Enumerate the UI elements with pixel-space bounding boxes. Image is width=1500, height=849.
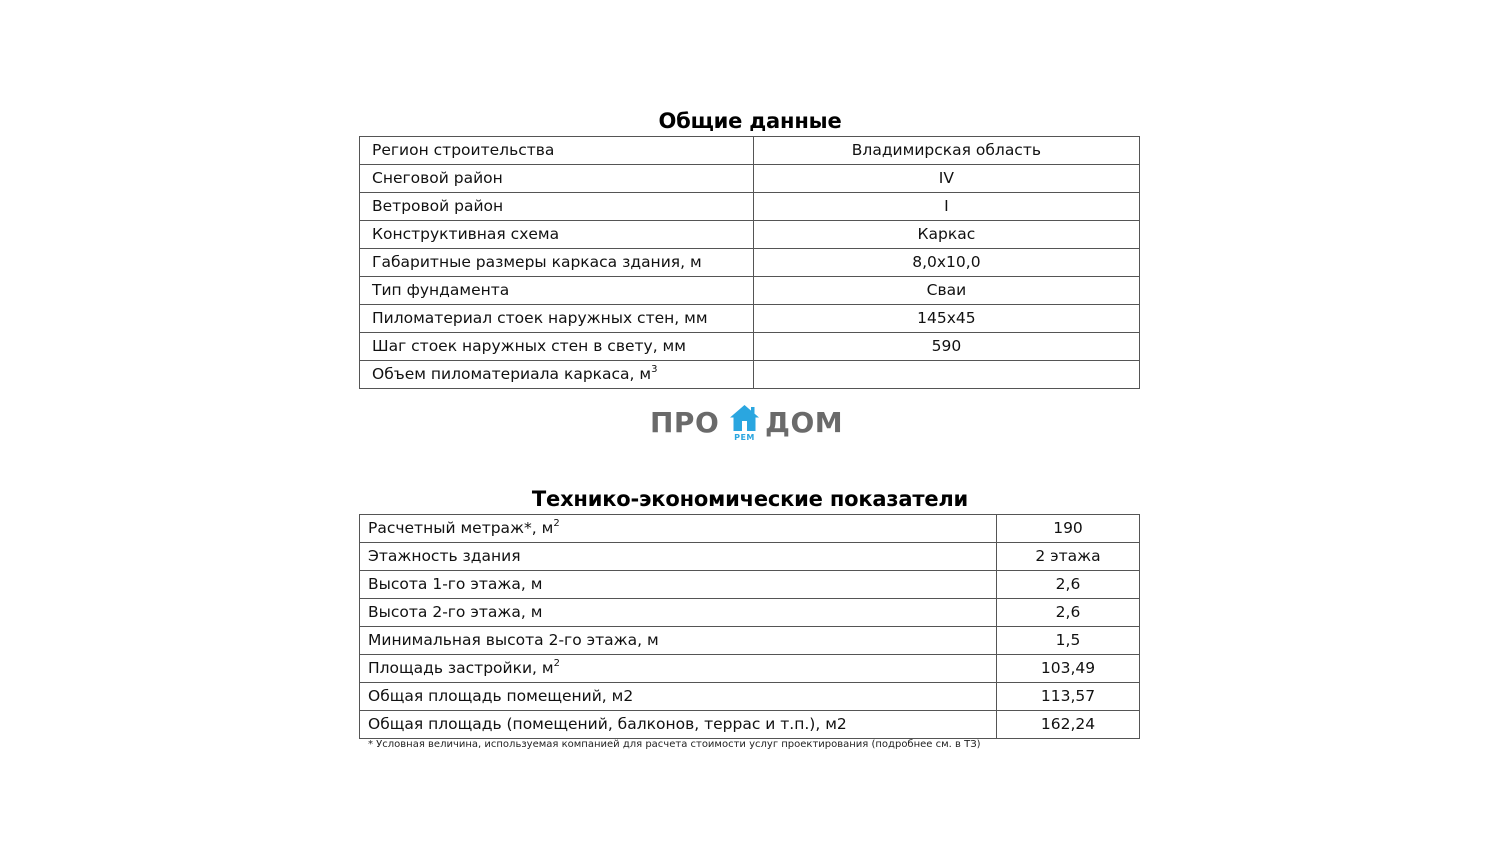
logo-word-dom: ДОМ bbox=[765, 406, 844, 439]
table-row bbox=[360, 655, 1140, 683]
row-value: 2,6 bbox=[997, 571, 1140, 599]
row-label: Габаритные размеры каркаса здания, м bbox=[360, 249, 754, 277]
row-label: Снеговой район bbox=[360, 165, 754, 193]
row-value: 145х45 bbox=[753, 305, 1139, 333]
row-value: 1,5 bbox=[997, 627, 1140, 655]
row-value bbox=[753, 361, 1139, 389]
table-row bbox=[360, 221, 1140, 249]
house-icon bbox=[728, 404, 761, 434]
table-row bbox=[360, 627, 1140, 655]
row-label: Общая площадь помещений, м2 bbox=[360, 683, 997, 711]
row-value: 8,0х10,0 bbox=[753, 249, 1139, 277]
table-row bbox=[360, 361, 1140, 389]
table-row bbox=[360, 277, 1140, 305]
row-label: Высота 1-го этажа, м bbox=[360, 571, 997, 599]
table-row bbox=[360, 543, 1140, 571]
general-data-table bbox=[359, 136, 1140, 389]
row-value: 2,6 bbox=[997, 599, 1140, 627]
row-value: I bbox=[753, 193, 1139, 221]
row-value: 162,24 bbox=[997, 711, 1140, 739]
footnote: * Условная величина, используемая компанией для расчета стоимости услуг проектирования (подробнее см. в ТЗ) bbox=[368, 739, 981, 750]
logo-word-pro: ПРО bbox=[650, 406, 720, 439]
superscript: 2 bbox=[553, 657, 560, 669]
row-label: Шаг стоек наружных стен в свету, мм bbox=[360, 333, 754, 361]
row-label: Ветровой район bbox=[360, 193, 754, 221]
general-data-title: Общие данные bbox=[658, 109, 842, 133]
row-label-text: Объем пиломатериала каркаса, м bbox=[372, 365, 652, 383]
row-label: Общая площадь (помещений, балконов, террас и т.п.), м2 bbox=[360, 711, 997, 739]
row-label bbox=[360, 361, 754, 389]
row-label bbox=[360, 655, 997, 683]
table-row bbox=[360, 599, 1140, 627]
row-value: Сваи bbox=[753, 277, 1139, 305]
row-value: 113,57 bbox=[997, 683, 1140, 711]
table-row bbox=[360, 165, 1140, 193]
row-label: Конструктивная схема bbox=[360, 221, 754, 249]
table-row bbox=[360, 711, 1140, 739]
row-label: Пиломатериал стоек наружных стен, мм bbox=[360, 305, 754, 333]
row-label: Минимальная высота 2-го этажа, м bbox=[360, 627, 997, 655]
superscript: 2 bbox=[553, 517, 560, 529]
row-value: 2 этажа bbox=[997, 543, 1140, 571]
company-logo bbox=[648, 402, 852, 446]
table-row bbox=[360, 571, 1140, 599]
table-row bbox=[360, 333, 1140, 361]
row-value: 103,49 bbox=[997, 655, 1140, 683]
row-value: IV bbox=[753, 165, 1139, 193]
row-label: Высота 2-го этажа, м bbox=[360, 599, 997, 627]
row-value: 190 bbox=[997, 515, 1140, 543]
row-label: Регион строительства bbox=[360, 137, 754, 165]
row-value: Каркас bbox=[753, 221, 1139, 249]
row-label bbox=[360, 515, 997, 543]
tep-title: Технико-экономические показатели bbox=[531, 487, 969, 511]
row-label: Этажность здания bbox=[360, 543, 997, 571]
table-row bbox=[360, 137, 1140, 165]
table-row bbox=[360, 515, 1140, 543]
row-value: 590 bbox=[753, 333, 1139, 361]
row-label: Тип фундамента bbox=[360, 277, 754, 305]
table-row bbox=[360, 305, 1140, 333]
row-label-text: Расчетный метраж*, м bbox=[368, 519, 554, 537]
logo-subtext: РЕМ bbox=[734, 433, 755, 442]
tep-table bbox=[359, 514, 1140, 739]
superscript: 3 bbox=[651, 363, 658, 375]
table-row bbox=[360, 683, 1140, 711]
row-value: Владимирская область bbox=[753, 137, 1139, 165]
table-row bbox=[360, 249, 1140, 277]
table-row bbox=[360, 193, 1140, 221]
row-label-text: Площадь застройки, м bbox=[368, 659, 554, 677]
